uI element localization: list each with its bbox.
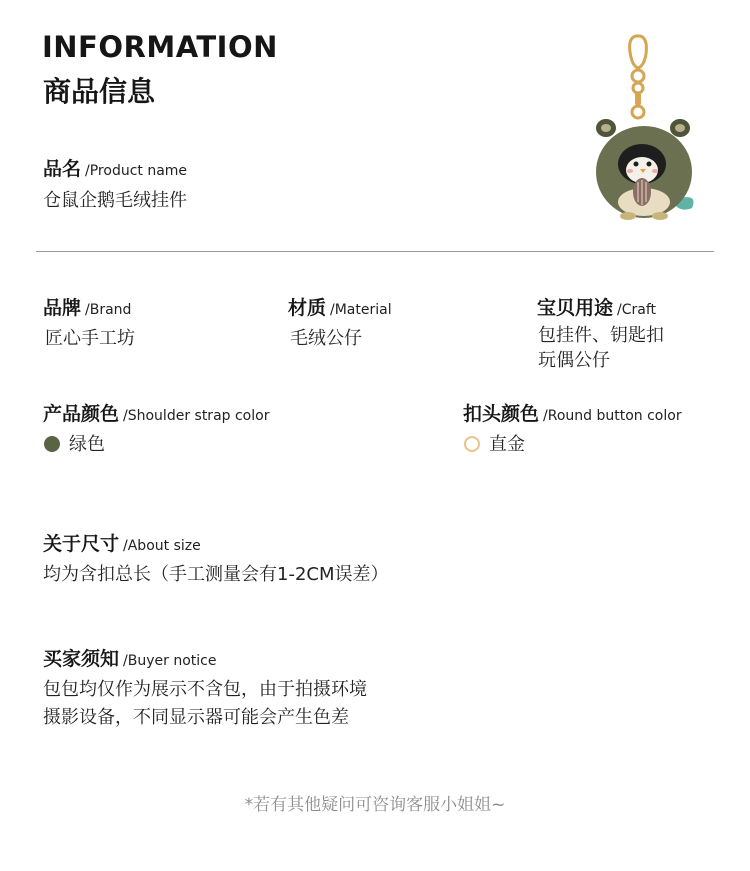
footer-note: *若有其他疑问可咨询客服小姐姐~ (244, 795, 506, 815)
craft-label: 宝贝用途 /Craft (537, 297, 657, 319)
green-swatch-icon (44, 436, 60, 452)
craft-value: 包挂件、钥匙扣 玩偶公仔 (538, 325, 664, 371)
product-name-label: 品名 /Product name (43, 158, 188, 180)
plush-keychain-icon (570, 30, 730, 240)
brand-label: 品牌 /Brand (43, 297, 132, 319)
product-color-value: 绿色 (44, 432, 105, 457)
notice-value: 包包均仅作为展示不含包，由于拍摄环境 摄影设备，不同显示器可能会产生色差 (43, 679, 367, 728)
material-value: 毛绒公仔 (290, 328, 362, 349)
button-color-label: 扣头颜色 /Round button color (463, 403, 682, 425)
header-title-cn: 商品信息 (43, 75, 156, 108)
product-name-value: 仓鼠企鹅毛绒挂件 (43, 190, 187, 211)
gold-swatch-icon (464, 436, 480, 452)
notice-label: 买家须知 /Buyer notice (43, 648, 217, 670)
product-image (570, 30, 730, 240)
product-color-label: 产品颜色 /Shoulder strap color (43, 403, 270, 425)
size-value: 均为含扣总长（手工测量会有1-2CM误差） (43, 564, 389, 585)
button-color-value: 直金 (464, 432, 525, 457)
size-label: 关于尺寸 /About size (43, 533, 201, 555)
header-title-en: INFORMATION (42, 30, 278, 64)
brand-value: 匠心手工坊 (45, 328, 135, 349)
section-divider (36, 251, 714, 252)
material-label: 材质 /Material (288, 297, 392, 319)
